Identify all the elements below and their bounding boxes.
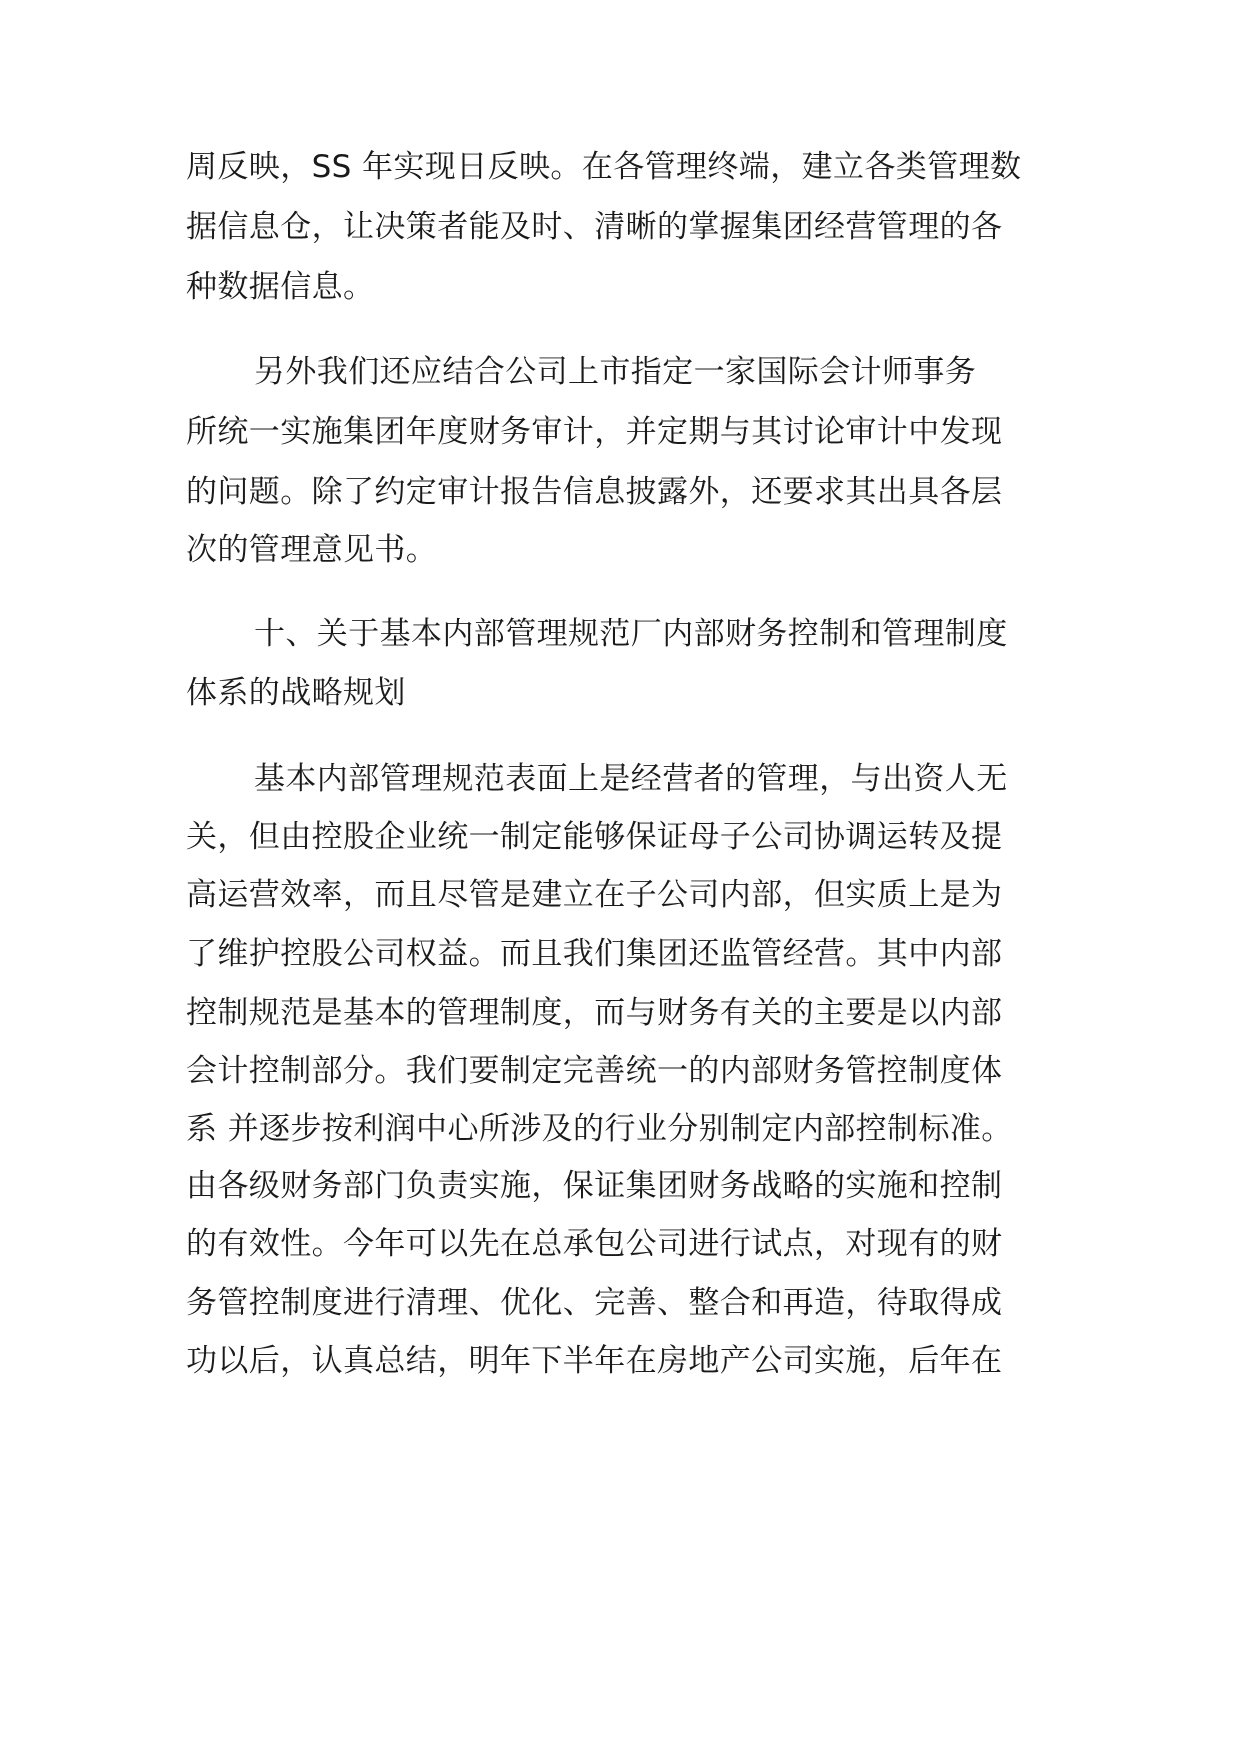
section-heading-line-2: 体系的战略规划	[186, 675, 406, 711]
paragraph-4-line-6: 会计控制部分。我们要制定完善统一的内部财务管控制度体	[186, 1053, 1003, 1089]
paragraph-2-line-2: 所统一实施集团年度财务审计，并定期与其讨论审计中发现	[186, 414, 1003, 450]
paragraph-4-line-2: 关，但由控股企业统一制定能够保证母子公司协调运转及提	[186, 819, 1003, 855]
paragraph-1-line-3: 种数据信息。	[186, 269, 375, 305]
paragraph-4-line-7: 系 并逐步按利润中心所涉及的行业分别制定内部控制标准。	[186, 1111, 1013, 1147]
paragraph-4-line-11: 功以后，认真总结，明年下半年在房地产公司实施，后年在	[186, 1343, 1003, 1379]
paragraph-2-line-3: 的问题。除了约定审计报告信息披露外，还要求其出具各层	[186, 474, 1003, 510]
paragraph-4-line-1: 基本内部管理规范表面上是经营者的管理，与出资人无	[254, 761, 1008, 797]
paragraph-4-line-3: 高运营效率，而且尽管是建立在子公司内部，但实质上是为	[186, 877, 1003, 913]
paragraph-2-line-1: 另外我们还应结合公司上市指定一家国际会计师事务	[254, 354, 977, 390]
paragraph-1-line-2: 据信息仓，让决策者能及时、清晰的掌握集团经营管理的各	[186, 209, 1003, 245]
paragraph-4-line-9: 的有效性。今年可以先在总承包公司进行试点，对现有的财	[186, 1226, 1003, 1262]
paragraph-4-line-4: 了维护控股公司权益。而且我们集团还监管经营。其中内部	[186, 936, 1003, 972]
paragraph-1-line-1: 周反映，SS 年实现日反映。在各管理终端，建立各类管理数	[186, 149, 1022, 185]
paragraph-4-line-8: 由各级财务部门负责实施，保证集团财务战略的实施和控制	[186, 1168, 1003, 1204]
paragraph-4-line-5: 控制规范是基本的管理制度，而与财务有关的主要是以内部	[186, 995, 1003, 1031]
section-heading-line-1: 十、关于基本内部管理规范厂内部财务控制和管理制度	[254, 616, 1008, 652]
paragraph-2-line-4: 次的管理意见书。	[186, 532, 438, 568]
paragraph-4-line-10: 务管控制度进行清理、优化、完善、整合和再造，待取得成	[186, 1285, 1003, 1321]
